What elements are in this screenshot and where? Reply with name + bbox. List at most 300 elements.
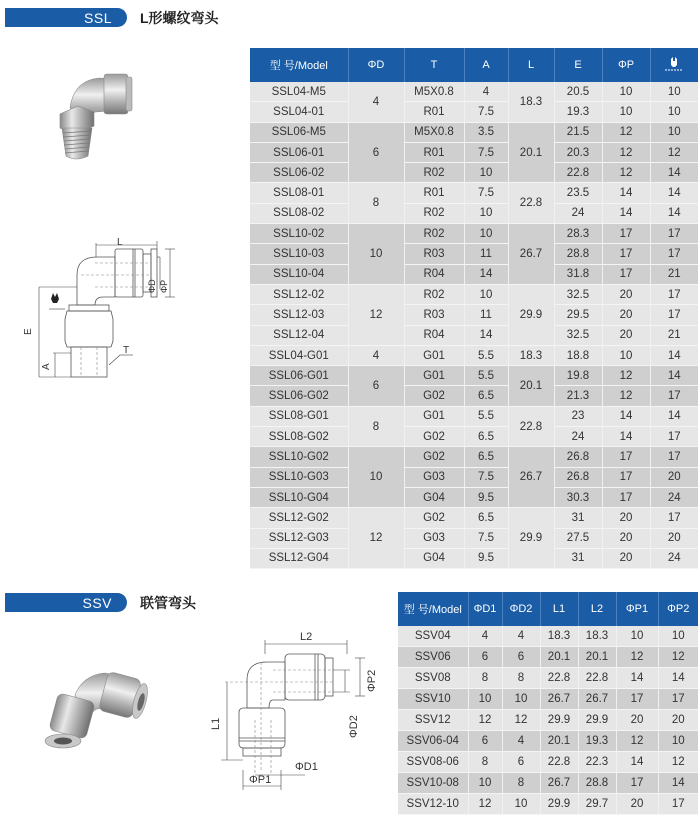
model-cell: SSL12-G03 bbox=[250, 528, 348, 548]
p2-cell: 14 bbox=[658, 773, 698, 794]
p1-cell: 17 bbox=[616, 773, 658, 794]
model-cell: SSV10 bbox=[398, 689, 468, 710]
l2-cell: 26.7 bbox=[578, 689, 616, 710]
p1-cell: 20 bbox=[616, 794, 658, 815]
t-cell: G01 bbox=[404, 345, 464, 365]
e-cell: 28.8 bbox=[554, 244, 602, 264]
model-cell: SSV08-06 bbox=[398, 752, 468, 773]
wrench-cell: 17 bbox=[650, 386, 698, 406]
e-cell: 27.5 bbox=[554, 528, 602, 548]
d2-cell: 8 bbox=[502, 773, 540, 794]
table-row bbox=[398, 710, 698, 731]
model-cell: SSV04 bbox=[398, 626, 468, 647]
l1-cell: 20.1 bbox=[540, 731, 578, 752]
t-cell: G03 bbox=[404, 467, 464, 487]
model-cell: SSL06-01 bbox=[250, 142, 348, 162]
wrench-cell: 17 bbox=[650, 224, 698, 244]
col-header-wrench bbox=[650, 48, 698, 82]
p-cell: 10 bbox=[602, 82, 650, 102]
d2-cell: 12 bbox=[502, 710, 540, 731]
p-cell: 12 bbox=[602, 386, 650, 406]
p-cell: 17 bbox=[602, 224, 650, 244]
p1-cell: 14 bbox=[616, 752, 658, 773]
col-header-d1: ΦD1 bbox=[468, 592, 502, 626]
t-cell: R02 bbox=[404, 203, 464, 223]
ssv-table-header-row bbox=[398, 592, 698, 626]
col-header-a: A bbox=[464, 48, 508, 82]
p2-cell: 12 bbox=[658, 752, 698, 773]
p-cell: 12 bbox=[602, 122, 650, 142]
p2-cell: 12 bbox=[658, 647, 698, 668]
table-row bbox=[250, 183, 698, 203]
a-cell: 5.5 bbox=[464, 406, 508, 426]
d1-cell: 12 bbox=[468, 710, 502, 731]
model-cell: SSL04-M5 bbox=[250, 82, 348, 102]
ssv-label-P1: ΦP1 bbox=[249, 774, 272, 786]
wrench-cell: 12 bbox=[650, 142, 698, 162]
a-cell: 14 bbox=[464, 325, 508, 345]
p2-cell: 10 bbox=[658, 731, 698, 752]
ssv-label-D2: ΦD2 bbox=[348, 715, 360, 738]
wrench-cell: 24 bbox=[650, 548, 698, 568]
table-row bbox=[250, 305, 698, 325]
d1-cell: 4 bbox=[468, 626, 502, 647]
model-cell: SSL12-02 bbox=[250, 284, 348, 304]
l-cell: 22.8 bbox=[508, 183, 554, 224]
d-cell: 12 bbox=[348, 508, 404, 569]
table-row bbox=[250, 203, 698, 223]
table-row bbox=[250, 345, 698, 365]
wrench-cell: 17 bbox=[650, 427, 698, 447]
col-header-d2: ΦD2 bbox=[502, 592, 540, 626]
wrench-cell: 20 bbox=[650, 528, 698, 548]
p-cell: 17 bbox=[602, 467, 650, 487]
ssl-label-P: ΦP bbox=[159, 279, 169, 293]
p-cell: 17 bbox=[602, 487, 650, 507]
e-cell: 24 bbox=[554, 427, 602, 447]
wrench-cell: 21 bbox=[650, 264, 698, 284]
t-cell: R03 bbox=[404, 244, 464, 264]
p1-cell: 12 bbox=[616, 731, 658, 752]
ssl-badge: SSL bbox=[5, 8, 127, 27]
a-cell: 10 bbox=[464, 203, 508, 223]
col-header-d: ΦD bbox=[348, 48, 404, 82]
wrench-cell: 20 bbox=[650, 467, 698, 487]
t-cell: G02 bbox=[404, 386, 464, 406]
col-header-l: L bbox=[508, 48, 554, 82]
d-cell: 12 bbox=[348, 284, 404, 345]
model-cell: SSL08-01 bbox=[250, 183, 348, 203]
a-cell: 11 bbox=[464, 244, 508, 264]
t-cell: G02 bbox=[404, 508, 464, 528]
l2-cell: 19.3 bbox=[578, 731, 616, 752]
ssv-label-L1: L1 bbox=[210, 717, 222, 730]
d2-cell: 6 bbox=[502, 752, 540, 773]
wrench-cell: 14 bbox=[650, 203, 698, 223]
p-cell: 17 bbox=[602, 447, 650, 467]
table-row bbox=[398, 647, 698, 668]
col-header-model: 型 号/Model bbox=[398, 592, 468, 626]
d1-cell: 8 bbox=[468, 668, 502, 689]
ssv-badge: SSV bbox=[5, 593, 127, 612]
d-cell: 6 bbox=[348, 366, 404, 407]
model-cell: SSL10-G03 bbox=[250, 467, 348, 487]
ssv-label-P2: ΦP2 bbox=[366, 669, 378, 692]
t-cell: R01 bbox=[404, 142, 464, 162]
table-row bbox=[250, 386, 698, 406]
p1-cell: 17 bbox=[616, 689, 658, 710]
t-cell: R02 bbox=[404, 163, 464, 183]
l-cell: 29.9 bbox=[508, 508, 554, 569]
a-cell: 7.5 bbox=[464, 467, 508, 487]
table-row bbox=[398, 752, 698, 773]
ssl-section-header bbox=[5, 8, 219, 27]
t-cell: G01 bbox=[404, 406, 464, 426]
e-cell: 26.8 bbox=[554, 447, 602, 467]
wrench-cell: 14 bbox=[650, 345, 698, 365]
e-cell: 23.5 bbox=[554, 183, 602, 203]
e-cell: 19.3 bbox=[554, 102, 602, 122]
model-cell: SSV12-10 bbox=[398, 794, 468, 815]
e-cell: 23 bbox=[554, 406, 602, 426]
ssl-dimension-drawing bbox=[15, 235, 215, 380]
p1-cell: 20 bbox=[616, 710, 658, 731]
e-cell: 31.8 bbox=[554, 264, 602, 284]
l1-cell: 20.1 bbox=[540, 647, 578, 668]
table-row bbox=[398, 794, 698, 815]
e-cell: 18.8 bbox=[554, 345, 602, 365]
ssl-label-E: E bbox=[23, 328, 34, 335]
model-cell: SSL08-G01 bbox=[250, 406, 348, 426]
t-cell: R02 bbox=[404, 224, 464, 244]
d2-cell: 10 bbox=[502, 689, 540, 710]
ssl-spec-table bbox=[250, 48, 698, 569]
p-cell: 20 bbox=[602, 284, 650, 304]
table-row bbox=[250, 508, 698, 528]
d2-cell: 4 bbox=[502, 731, 540, 752]
t-cell: G03 bbox=[404, 528, 464, 548]
d2-cell: 10 bbox=[502, 794, 540, 815]
l2-cell: 29.7 bbox=[578, 794, 616, 815]
l1-cell: 18.3 bbox=[540, 626, 578, 647]
t-cell: R01 bbox=[404, 102, 464, 122]
model-cell: SSL06-G01 bbox=[250, 366, 348, 386]
l1-cell: 29.9 bbox=[540, 794, 578, 815]
e-cell: 19.8 bbox=[554, 366, 602, 386]
p-cell: 20 bbox=[602, 528, 650, 548]
model-cell: SSV06 bbox=[398, 647, 468, 668]
e-cell: 20.3 bbox=[554, 142, 602, 162]
p-cell: 10 bbox=[602, 345, 650, 365]
table-row bbox=[250, 548, 698, 568]
d1-cell: 10 bbox=[468, 773, 502, 794]
ssv-dimension-drawing bbox=[205, 620, 390, 800]
model-cell: SSL06-02 bbox=[250, 163, 348, 183]
col-header-l2: L2 bbox=[578, 592, 616, 626]
a-cell: 3.5 bbox=[464, 122, 508, 142]
col-header-p1: ΦP1 bbox=[616, 592, 658, 626]
t-cell: G02 bbox=[404, 447, 464, 467]
ssv-product-photo bbox=[35, 655, 150, 755]
wrench-cell: 17 bbox=[650, 508, 698, 528]
wrench-cell: 24 bbox=[650, 487, 698, 507]
d-cell: 6 bbox=[348, 122, 404, 183]
l2-cell: 22.8 bbox=[578, 668, 616, 689]
model-cell: SSL12-G04 bbox=[250, 548, 348, 568]
l-cell: 26.7 bbox=[508, 224, 554, 285]
ssl-label-T: T bbox=[123, 345, 130, 356]
l-cell: 18.3 bbox=[508, 82, 554, 122]
e-cell: 24 bbox=[554, 203, 602, 223]
d-cell: 10 bbox=[348, 447, 404, 508]
p1-cell: 10 bbox=[616, 626, 658, 647]
t-cell: G02 bbox=[404, 427, 464, 447]
a-cell: 11 bbox=[464, 305, 508, 325]
table-row bbox=[398, 668, 698, 689]
wrench-size-icon bbox=[51, 293, 59, 303]
e-cell: 32.5 bbox=[554, 325, 602, 345]
model-cell: SSV10-08 bbox=[398, 773, 468, 794]
model-cell: SSV06-04 bbox=[398, 731, 468, 752]
p-cell: 12 bbox=[602, 163, 650, 183]
table-row bbox=[250, 284, 698, 304]
e-cell: 20.5 bbox=[554, 82, 602, 102]
d-cell: 4 bbox=[348, 345, 404, 365]
wrench-cell: 14 bbox=[650, 406, 698, 426]
p-cell: 14 bbox=[602, 427, 650, 447]
l1-cell: 22.8 bbox=[540, 668, 578, 689]
p-cell: 17 bbox=[602, 264, 650, 284]
p2-cell: 20 bbox=[658, 710, 698, 731]
table-row bbox=[250, 122, 698, 142]
ssl-label-L: L bbox=[117, 237, 123, 248]
wrench-cell: 14 bbox=[650, 366, 698, 386]
a-cell: 5.5 bbox=[464, 366, 508, 386]
e-cell: 21.5 bbox=[554, 122, 602, 142]
table-row bbox=[250, 325, 698, 345]
d-cell: 8 bbox=[348, 183, 404, 224]
t-cell: R04 bbox=[404, 264, 464, 284]
col-header-l1: L1 bbox=[540, 592, 578, 626]
table-row bbox=[250, 487, 698, 507]
wrench-cell: 17 bbox=[650, 284, 698, 304]
p2-cell: 17 bbox=[658, 794, 698, 815]
a-cell: 6.5 bbox=[464, 386, 508, 406]
p-cell: 14 bbox=[602, 183, 650, 203]
ssl-table-header-row bbox=[250, 48, 698, 82]
a-cell: 6.5 bbox=[464, 427, 508, 447]
model-cell: SSV08 bbox=[398, 668, 468, 689]
e-cell: 31 bbox=[554, 548, 602, 568]
ssv-label-D1: ΦD1 bbox=[295, 761, 318, 773]
t-cell: R02 bbox=[404, 284, 464, 304]
p-cell: 20 bbox=[602, 305, 650, 325]
model-cell: SSL04-01 bbox=[250, 102, 348, 122]
l1-cell: 26.7 bbox=[540, 689, 578, 710]
l2-cell: 20.1 bbox=[578, 647, 616, 668]
table-row bbox=[250, 528, 698, 548]
a-cell: 10 bbox=[464, 163, 508, 183]
d1-cell: 8 bbox=[468, 752, 502, 773]
wrench-cell: 21 bbox=[650, 325, 698, 345]
a-cell: 10 bbox=[464, 224, 508, 244]
p1-cell: 14 bbox=[616, 668, 658, 689]
t-cell: G01 bbox=[404, 366, 464, 386]
ssv-spec-table bbox=[398, 592, 698, 815]
d-cell: 4 bbox=[348, 82, 404, 122]
p-cell: 10 bbox=[602, 102, 650, 122]
table-row bbox=[398, 689, 698, 710]
d2-cell: 8 bbox=[502, 668, 540, 689]
l-cell: 22.8 bbox=[508, 406, 554, 447]
a-cell: 7.5 bbox=[464, 183, 508, 203]
model-cell: SSL10-03 bbox=[250, 244, 348, 264]
l2-cell: 28.8 bbox=[578, 773, 616, 794]
d1-cell: 6 bbox=[468, 731, 502, 752]
d2-cell: 4 bbox=[502, 626, 540, 647]
a-cell: 9.5 bbox=[464, 487, 508, 507]
l2-cell: 22.3 bbox=[578, 752, 616, 773]
ssl-product-photo bbox=[38, 68, 138, 163]
model-cell: SSL08-G02 bbox=[250, 427, 348, 447]
p-cell: 12 bbox=[602, 142, 650, 162]
p2-cell: 17 bbox=[658, 689, 698, 710]
l1-cell: 22.8 bbox=[540, 752, 578, 773]
table-row bbox=[398, 626, 698, 647]
table-row bbox=[398, 773, 698, 794]
table-row bbox=[250, 224, 698, 244]
wrench-cell: 14 bbox=[650, 163, 698, 183]
table-row bbox=[250, 244, 698, 264]
p-cell: 12 bbox=[602, 366, 650, 386]
table-row bbox=[250, 467, 698, 487]
t-cell: G04 bbox=[404, 548, 464, 568]
model-cell: SSL10-04 bbox=[250, 264, 348, 284]
e-cell: 30.3 bbox=[554, 487, 602, 507]
d-cell: 10 bbox=[348, 224, 404, 285]
e-cell: 22.8 bbox=[554, 163, 602, 183]
e-cell: 26.8 bbox=[554, 467, 602, 487]
l2-cell: 29.9 bbox=[578, 710, 616, 731]
wrench-cell: 17 bbox=[650, 244, 698, 264]
model-cell: SSL08-02 bbox=[250, 203, 348, 223]
d2-cell: 6 bbox=[502, 647, 540, 668]
table-row bbox=[398, 731, 698, 752]
l-cell: 26.7 bbox=[508, 447, 554, 508]
p-cell: 14 bbox=[602, 203, 650, 223]
p2-cell: 14 bbox=[658, 668, 698, 689]
d1-cell: 10 bbox=[468, 689, 502, 710]
wrench-size-icon bbox=[663, 55, 685, 73]
t-cell: R04 bbox=[404, 325, 464, 345]
a-cell: 6.5 bbox=[464, 508, 508, 528]
p-cell: 20 bbox=[602, 325, 650, 345]
wrench-cell: 10 bbox=[650, 122, 698, 142]
table-row bbox=[250, 366, 698, 386]
p-cell: 20 bbox=[602, 508, 650, 528]
model-cell: SSL12-03 bbox=[250, 305, 348, 325]
model-cell: SSL12-G02 bbox=[250, 508, 348, 528]
table-row bbox=[250, 142, 698, 162]
model-cell: SSL10-02 bbox=[250, 224, 348, 244]
a-cell: 7.5 bbox=[464, 142, 508, 162]
table-row bbox=[250, 264, 698, 284]
wrench-cell: 10 bbox=[650, 102, 698, 122]
l-cell: 29.9 bbox=[508, 284, 554, 345]
l-cell: 20.1 bbox=[508, 122, 554, 183]
model-cell: SSL06-G02 bbox=[250, 386, 348, 406]
a-cell: 6.5 bbox=[464, 447, 508, 467]
table-row bbox=[250, 82, 698, 102]
a-cell: 9.5 bbox=[464, 548, 508, 568]
t-cell: M5X0.8 bbox=[404, 82, 464, 102]
table-row bbox=[250, 102, 698, 122]
wrench-cell: 17 bbox=[650, 447, 698, 467]
e-cell: 32.5 bbox=[554, 284, 602, 304]
a-cell: 7.5 bbox=[464, 528, 508, 548]
col-header-e: E bbox=[554, 48, 602, 82]
wrench-cell: 10 bbox=[650, 82, 698, 102]
t-cell: R01 bbox=[404, 183, 464, 203]
p1-cell: 12 bbox=[616, 647, 658, 668]
a-cell: 10 bbox=[464, 284, 508, 304]
col-header-model: 型 号/Model bbox=[250, 48, 348, 82]
p2-cell: 10 bbox=[658, 626, 698, 647]
col-header-p: ΦP bbox=[602, 48, 650, 82]
col-header-t: T bbox=[404, 48, 464, 82]
e-cell: 29.5 bbox=[554, 305, 602, 325]
l-cell: 20.1 bbox=[508, 366, 554, 407]
model-cell: SSV12 bbox=[398, 710, 468, 731]
p-cell: 20 bbox=[602, 548, 650, 568]
table-row bbox=[250, 406, 698, 426]
l1-cell: 29.9 bbox=[540, 710, 578, 731]
e-cell: 28.3 bbox=[554, 224, 602, 244]
ssv-label-L2: L2 bbox=[300, 631, 313, 643]
a-cell: 5.5 bbox=[464, 345, 508, 365]
a-cell: 4 bbox=[464, 82, 508, 102]
p-cell: 17 bbox=[602, 244, 650, 264]
wrench-cell: 14 bbox=[650, 183, 698, 203]
ssl-label-D: ΦD bbox=[147, 279, 157, 293]
ssv-section-header bbox=[5, 593, 196, 612]
p-cell: 14 bbox=[602, 406, 650, 426]
model-cell: SSL04-G01 bbox=[250, 345, 348, 365]
e-cell: 31 bbox=[554, 508, 602, 528]
table-row bbox=[250, 447, 698, 467]
model-cell: SSL10-G02 bbox=[250, 447, 348, 467]
table-row bbox=[250, 427, 698, 447]
d1-cell: 6 bbox=[468, 647, 502, 668]
model-cell: SSL06-M5 bbox=[250, 122, 348, 142]
d-cell: 8 bbox=[348, 406, 404, 447]
a-cell: 14 bbox=[464, 264, 508, 284]
ssl-label-A: A bbox=[41, 363, 52, 370]
a-cell: 7.5 bbox=[464, 102, 508, 122]
t-cell: M5X0.8 bbox=[404, 122, 464, 142]
t-cell: G04 bbox=[404, 487, 464, 507]
l1-cell: 26.7 bbox=[540, 773, 578, 794]
col-header-p2: ΦP2 bbox=[658, 592, 698, 626]
table-row bbox=[250, 163, 698, 183]
model-cell: SSL12-04 bbox=[250, 325, 348, 345]
e-cell: 21.3 bbox=[554, 386, 602, 406]
d1-cell: 12 bbox=[468, 794, 502, 815]
l-cell: 18.3 bbox=[508, 345, 554, 365]
t-cell: R03 bbox=[404, 305, 464, 325]
wrench-cell: 17 bbox=[650, 305, 698, 325]
l2-cell: 18.3 bbox=[578, 626, 616, 647]
